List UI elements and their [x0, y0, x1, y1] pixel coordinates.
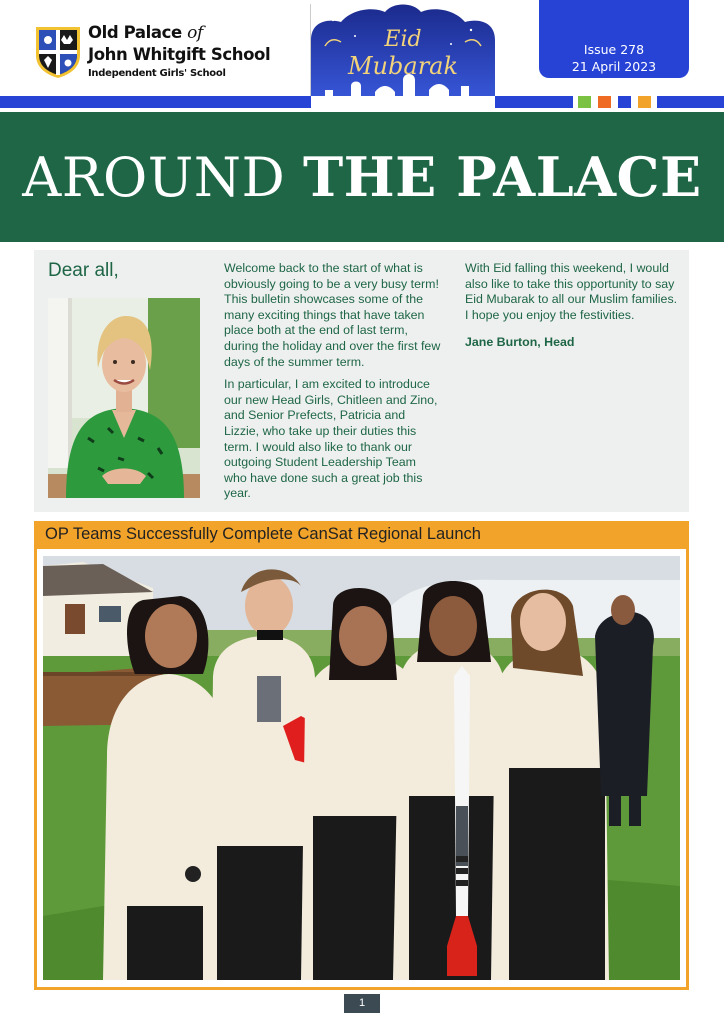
issue-date: 21 April 2023 [571, 59, 657, 74]
eid-title-line1: Eid [384, 27, 422, 52]
letter-paragraph-2: In particular, I am excited to introduce our new Head Girls, Chitleen and Zino, and Senior Prefects, Patricia and Lizzie, who take up their duties this term. I would also like to thank our outgoing Student Leadership Team who have done such a great job this year. [224, 377, 438, 501]
page-number: 1 [344, 994, 380, 1013]
head-teacher-photo [48, 298, 200, 498]
letter-greeting: Dear all, [48, 260, 119, 281]
accent-square-green [578, 96, 591, 108]
eid-mubarak-banner [311, 0, 495, 108]
issue-badge [539, 0, 689, 78]
letter-signature: Jane Burton, Head [465, 335, 575, 350]
page-title-bold: THE PALACE [302, 145, 702, 209]
letter-column-1 [224, 261, 442, 509]
cansat-team-photo [43, 556, 680, 980]
letter-paragraph-3: With Eid falling this weekend, I would also like to take this opportunity to say Eid Mubarak to all our Muslim families. I hope you enjoy the festivities. [465, 261, 678, 322]
letter-column-2 [465, 261, 680, 358]
school-name-line1: Old Palace [88, 23, 182, 42]
school-name-line2: John Whitgift School [88, 45, 271, 64]
eid-title-line2: Mubarak [347, 52, 459, 80]
page-title [0, 145, 724, 209]
issue-number: Issue 278 [583, 42, 645, 57]
page-title-light: AROUND [22, 146, 303, 209]
letter-paragraph-1: Welcome back to the start of what is obviously going to be a very busy term! This bulletin showcases some of the many exciting things that have taken place both at the end of last term, during the holiday and over the first few days of the summer term. [224, 261, 441, 369]
cansat-heading: OP Teams Successfully Complete CanSat Regional Launch [45, 525, 481, 543]
school-tagline: Independent Girls' School [88, 68, 226, 79]
accent-square-blue [618, 96, 631, 108]
accent-square-amber [638, 96, 651, 108]
header-strip-right [657, 96, 724, 108]
school-name [88, 22, 270, 79]
school-name-of: of [187, 23, 203, 43]
header-strip-left [0, 96, 311, 108]
accent-square-orange [598, 96, 611, 108]
school-crest-icon [34, 25, 82, 79]
header-strip-mid [495, 96, 573, 108]
